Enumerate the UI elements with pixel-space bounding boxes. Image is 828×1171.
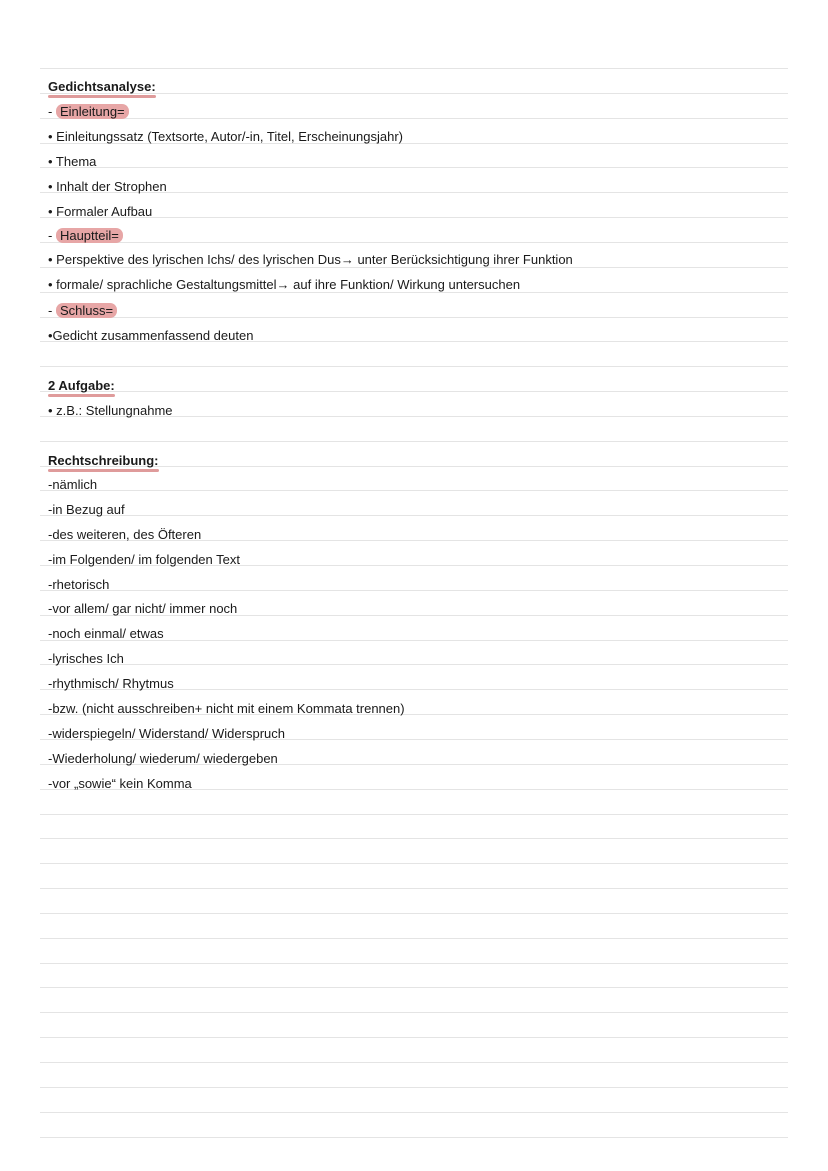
- heading-underline: [48, 469, 159, 472]
- ruled-line: [40, 1012, 788, 1013]
- ruled-line: [40, 68, 788, 69]
- dash: -: [48, 228, 56, 243]
- ruled-line: [40, 118, 788, 119]
- highlighted-label: Hauptteil=: [56, 228, 123, 243]
- ruled-line: [40, 515, 788, 516]
- list-item: -nämlich: [48, 477, 98, 492]
- ruled-line: [40, 987, 788, 988]
- ruled-line: [40, 1087, 788, 1088]
- ruled-line: [40, 863, 788, 864]
- ruled-line: [40, 242, 788, 243]
- list-item: • Einleitungssatz (Textsorte, Autor/-in, Titel, Erscheinungsjahr): [48, 129, 403, 144]
- list-item: • Thema: [48, 154, 97, 169]
- list-item: -noch einmal/ etwas: [48, 626, 164, 641]
- section-heading-rechtschreibung: [48, 453, 159, 469]
- heading-text: 2 Aufgabe:: [48, 378, 115, 393]
- subheading-einleitung: [48, 104, 129, 120]
- list-item: • formale/ sprachliche Gestaltungsmittel→ auf ihre Funktion/ Wirkung untersuchen: [48, 277, 521, 292]
- section-heading-gedichtsanalyse: [48, 79, 156, 95]
- ruled-line: [40, 1037, 788, 1038]
- ruled-line: [40, 490, 788, 491]
- ruled-line: [40, 1112, 788, 1113]
- list-item: -des weiteren, des Öfteren: [48, 527, 202, 542]
- dash: -: [48, 104, 56, 119]
- heading-underline: [48, 394, 115, 397]
- ruled-line: [40, 913, 788, 914]
- ruled-line: [40, 167, 788, 168]
- list-item: -widerspiegeln/ Widerstand/ Widerspruch: [48, 726, 285, 741]
- section-heading-aufgabe: [48, 378, 115, 394]
- ruled-line: [40, 1137, 788, 1138]
- list-item: •Gedicht zusammenfassend deuten: [48, 328, 254, 343]
- list-item: -bzw. (nicht ausschreiben+ nicht mit einem Kommata trennen): [48, 701, 405, 716]
- ruled-line: [40, 814, 788, 815]
- list-item: -im Folgenden/ im folgenden Text: [48, 552, 240, 567]
- list-item: -vor allem/ gar nicht/ immer noch: [48, 601, 238, 616]
- list-item: -vor „sowie“ kein Komma: [48, 776, 192, 791]
- list-item: • Formaler Aufbau: [48, 204, 153, 219]
- ruled-line: [40, 664, 788, 665]
- list-item: -Wiederholung/ wiederum/ wiedergeben: [48, 751, 278, 766]
- ruled-line: [40, 888, 788, 889]
- ruled-line: [40, 938, 788, 939]
- list-item: -rhetorisch: [48, 577, 110, 592]
- ruled-line: [40, 441, 788, 442]
- dash: -: [48, 303, 56, 318]
- ruled-line: [40, 590, 788, 591]
- heading-text: Rechtschreibung:: [48, 453, 159, 468]
- ruled-line: [40, 963, 788, 964]
- highlighted-label: Schluss=: [56, 303, 117, 318]
- ruled-line: [40, 366, 788, 367]
- heading-text: Gedichtsanalyse:: [48, 79, 156, 94]
- list-item: • z.B.: Stellungnahme: [48, 403, 173, 418]
- heading-underline: [48, 95, 156, 98]
- list-item: -rhythmisch/ Rhytmus: [48, 676, 174, 691]
- highlighted-label: Einleitung=: [56, 104, 129, 119]
- subheading-schluss: [48, 303, 117, 319]
- ruled-line: [40, 391, 788, 392]
- list-item: • Perspektive des lyrischen Ichs/ des lyrischen Dus→ unter Berücksichtigung ihrer Funktion: [48, 252, 573, 267]
- list-item: • Inhalt der Strophen: [48, 179, 167, 194]
- list-item: -lyrisches Ich: [48, 651, 124, 666]
- ruled-line: [40, 1062, 788, 1063]
- list-item: -in Bezug auf: [48, 502, 125, 517]
- ruled-line: [40, 317, 788, 318]
- ruled-line: [40, 838, 788, 839]
- subheading-hauptteil: [48, 228, 123, 244]
